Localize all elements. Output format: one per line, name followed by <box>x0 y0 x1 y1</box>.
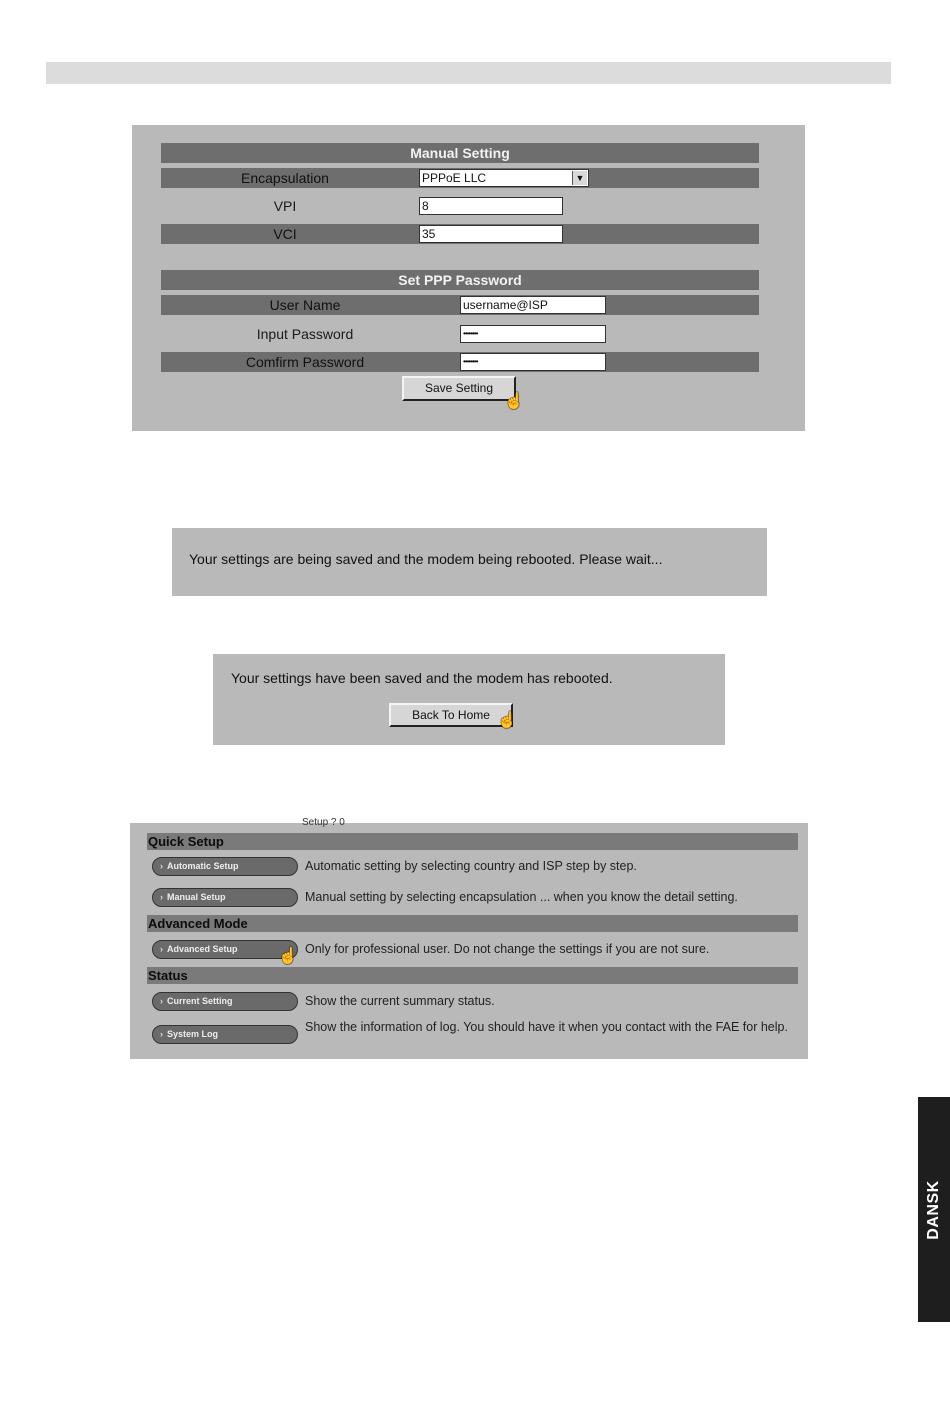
advanced-setup-button[interactable]: › Advanced Setup <box>152 940 298 959</box>
username-input[interactable]: username@ISP <box>460 296 606 314</box>
username-label: User Name <box>269 297 341 313</box>
input-password-label: Input Password <box>256 326 354 342</box>
current-setting-description: Show the current summary status. <box>305 994 495 1008</box>
saved-message: Your settings have been saved and the modem has rebooted. <box>231 670 613 686</box>
pointer-cursor-icon: ☝ <box>497 712 517 729</box>
section-title: Status <box>148 968 188 983</box>
section-quick-setup <box>147 833 798 850</box>
cut-off-text: Setup ? 0 <box>302 817 345 828</box>
manual-setting-panel <box>132 125 805 431</box>
back-to-home-button[interactable]: Back To Home <box>389 703 513 727</box>
section-title: Quick Setup <box>148 834 224 849</box>
confirm-password-label: Comfirm Password <box>245 354 365 370</box>
page-header-bar <box>46 62 891 84</box>
encapsulation-select[interactable] <box>419 169 589 187</box>
current-setting-button[interactable]: › Current Setting <box>152 992 298 1011</box>
encapsulation-value: PPPoE LLC <box>422 171 487 185</box>
saved-message-panel <box>213 654 725 745</box>
system-log-description: Show the information of log. You should have it when you contact with the FAE for help. <box>305 1020 788 1034</box>
section-title: Advanced Mode <box>148 916 248 931</box>
pointer-cursor-icon: ☝ <box>278 948 298 965</box>
system-log-button[interactable]: › System Log <box>152 1025 298 1044</box>
save-setting-button[interactable]: Save Setting <box>402 376 516 401</box>
chevron-down-icon[interactable]: ▼ <box>572 171 587 185</box>
encapsulation-label: Encapsulation <box>241 170 329 186</box>
input-password-row <box>161 324 759 344</box>
ppp-password-header: Set PPP Password <box>161 270 759 290</box>
setup-menu-panel <box>130 817 808 1059</box>
pointer-cursor-icon: ☝ <box>504 393 524 410</box>
input-password-field[interactable]: •••••••• <box>460 325 606 343</box>
vpi-row <box>161 196 759 216</box>
vci-row <box>161 224 759 244</box>
vci-label: VCI <box>273 226 297 242</box>
advanced-setup-description: Only for professional user. Do not change the settings if you are not sure. <box>305 942 710 956</box>
vpi-input[interactable]: 8 <box>419 197 563 215</box>
encapsulation-row <box>161 168 759 188</box>
username-row <box>161 295 759 315</box>
confirm-password-row <box>161 352 759 372</box>
vci-input[interactable]: 35 <box>419 225 563 243</box>
confirm-password-field[interactable]: •••••••• <box>460 353 606 371</box>
automatic-setup-description: Automatic setting by selecting country and ISP step by step. <box>305 859 637 873</box>
language-side-tab <box>918 1097 950 1322</box>
language-label: DANSK <box>925 1179 942 1240</box>
section-advanced-mode <box>147 915 798 932</box>
automatic-setup-button[interactable]: › Automatic Setup <box>152 857 298 876</box>
section-status <box>147 967 798 984</box>
manual-setting-header: Manual Setting <box>161 143 759 163</box>
vpi-label: VPI <box>273 198 297 214</box>
manual-setup-button[interactable]: › Manual Setup <box>152 888 298 907</box>
saving-message-panel <box>172 528 767 596</box>
saving-message: Your settings are being saved and the modem being rebooted. Please wait... <box>189 551 663 567</box>
manual-setup-description: Manual setting by selecting encapsulation ... when you know the detail setting. <box>305 890 738 904</box>
